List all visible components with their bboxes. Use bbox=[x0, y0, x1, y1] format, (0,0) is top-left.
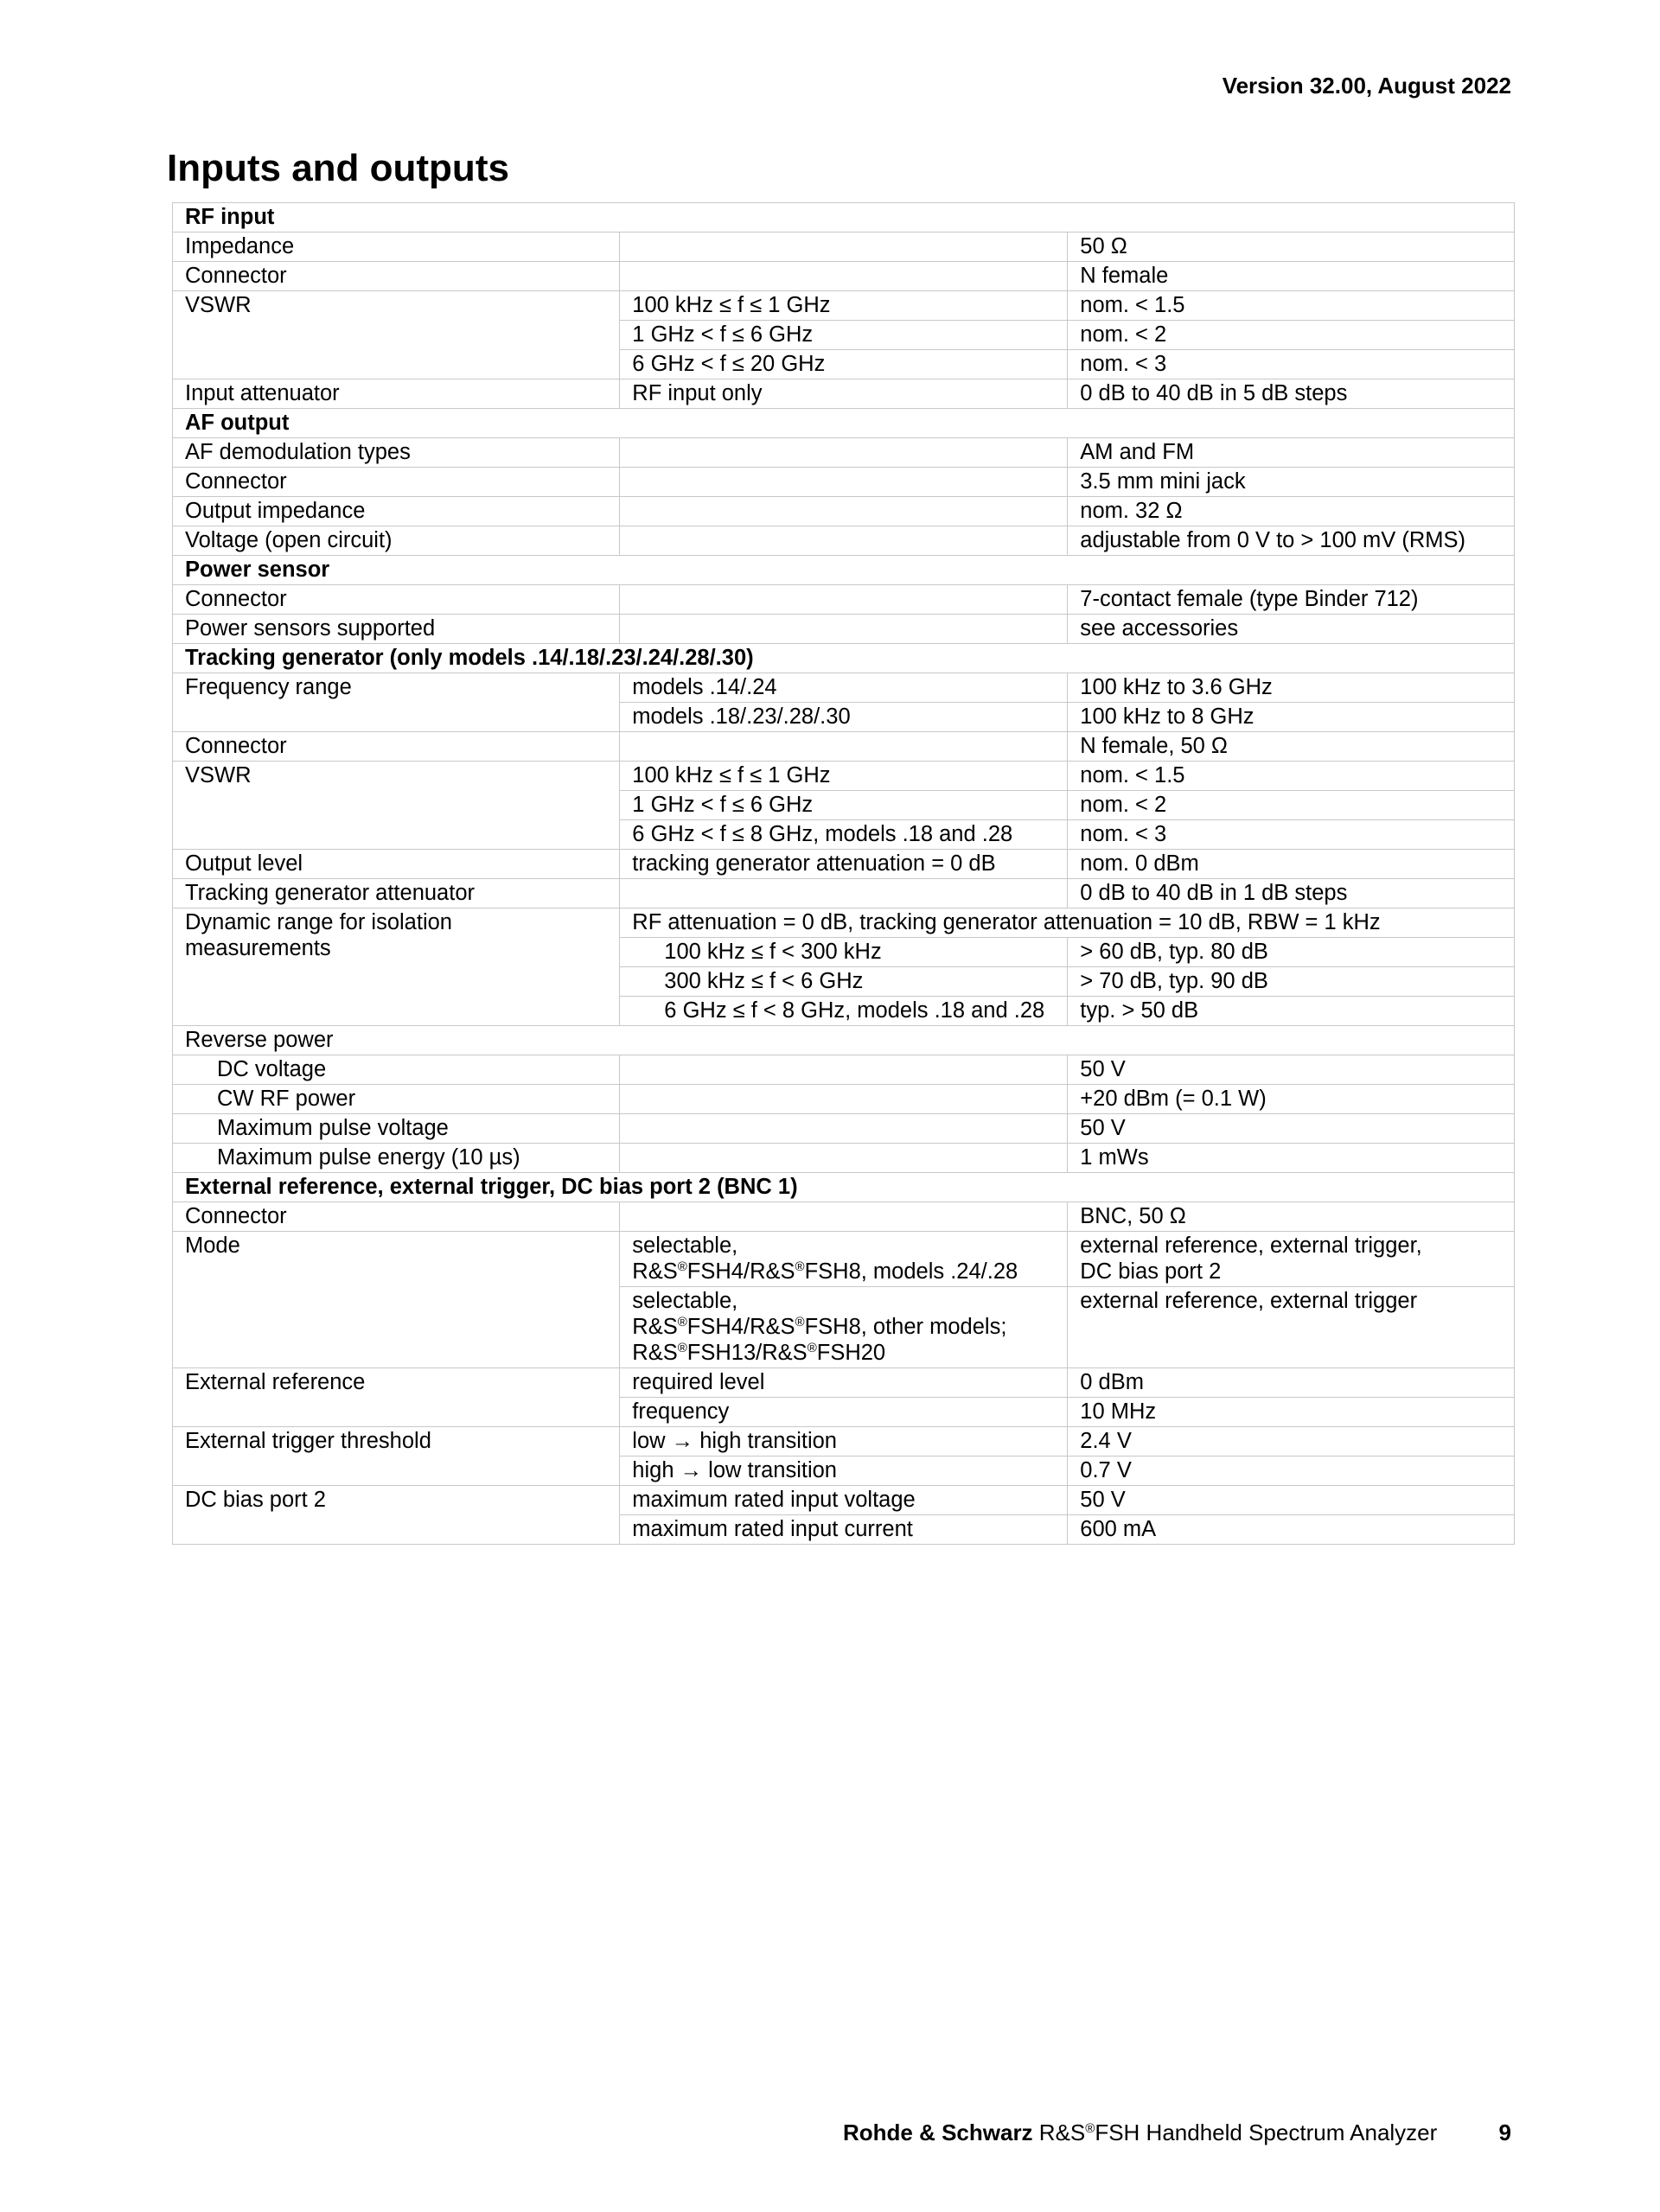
table-row bbox=[173, 1144, 1515, 1173]
condition-cell: 100 kHz ≤ f ≤ 1 GHz bbox=[620, 291, 1068, 321]
condition-cell bbox=[620, 732, 1068, 762]
condition-cell bbox=[620, 1202, 1068, 1232]
param-label-line: measurements bbox=[185, 936, 331, 960]
condition-cell bbox=[620, 1144, 1068, 1173]
param-label: Power sensors supported bbox=[173, 615, 620, 644]
section-heading: Tracking generator (only models .14/.18/.23/.24/.28/.30) bbox=[173, 644, 1515, 673]
value-cell: nom. < 1.5 bbox=[1068, 762, 1515, 791]
condition-cell: 6 GHz ≤ f < 8 GHz, models .18 and .28 bbox=[620, 997, 1068, 1026]
condition-cell: 1 GHz < f ≤ 6 GHz bbox=[620, 791, 1068, 820]
page-title: Inputs and outputs bbox=[167, 147, 509, 189]
param-label: DC bias port 2 bbox=[173, 1486, 620, 1545]
value-cell: nom. < 1.5 bbox=[1068, 291, 1515, 321]
section-row-external bbox=[173, 1173, 1515, 1202]
value-cell: nom. 0 dBm bbox=[1068, 850, 1515, 879]
condition-cell: 6 GHz < f ≤ 8 GHz, models .18 and .28 bbox=[620, 820, 1068, 850]
condition-cell bbox=[620, 233, 1068, 262]
footer-product bbox=[1039, 2120, 1438, 2145]
registered-mark: ® bbox=[795, 1259, 805, 1274]
param-label bbox=[173, 908, 620, 1026]
value-cell: N female, 50 Ω bbox=[1068, 732, 1515, 762]
registered-mark: ® bbox=[795, 1315, 805, 1329]
table-row bbox=[173, 497, 1515, 526]
param-label: Connector bbox=[173, 468, 620, 497]
table-row bbox=[173, 732, 1515, 762]
param-label: CW RF power bbox=[173, 1085, 620, 1114]
value-cell: 10 MHz bbox=[1068, 1398, 1515, 1427]
spec-table bbox=[172, 202, 1515, 1545]
value-cell bbox=[1068, 1232, 1515, 1287]
param-label: External reference bbox=[173, 1368, 620, 1427]
cond-line: R&S bbox=[632, 1315, 678, 1339]
value-cell: 0 dBm bbox=[1068, 1368, 1515, 1398]
condition-cell bbox=[620, 1055, 1068, 1085]
param-label: Connector bbox=[173, 262, 620, 291]
table-row bbox=[173, 1085, 1515, 1114]
condition-cell bbox=[620, 497, 1068, 526]
table-row bbox=[173, 468, 1515, 497]
value-cell: 100 kHz to 3.6 GHz bbox=[1068, 673, 1515, 703]
param-label: Reverse power bbox=[173, 1026, 1515, 1055]
param-label: Voltage (open circuit) bbox=[173, 526, 620, 556]
value-cell: > 70 dB, typ. 90 dB bbox=[1068, 967, 1515, 997]
registered-mark: ® bbox=[677, 1259, 687, 1274]
condition-cell bbox=[620, 879, 1068, 908]
value-cell: +20 dBm (= 0.1 W) bbox=[1068, 1085, 1515, 1114]
param-label: Input attenuator bbox=[173, 379, 620, 409]
param-label: Connector bbox=[173, 732, 620, 762]
value-cell: typ. > 50 dB bbox=[1068, 997, 1515, 1026]
cond-line: FSH4/R&S bbox=[686, 1315, 795, 1339]
value-cell: BNC, 50 Ω bbox=[1068, 1202, 1515, 1232]
cond-line: FSH8, models .24/.28 bbox=[804, 1259, 1018, 1284]
cond-line: FSH8, other models; bbox=[804, 1315, 1007, 1339]
section-row-af-output bbox=[173, 409, 1515, 438]
condition-cell bbox=[620, 1085, 1068, 1114]
value-cell: 0 dB to 40 dB in 5 dB steps bbox=[1068, 379, 1515, 409]
table-row bbox=[173, 1368, 1515, 1398]
param-label: Frequency range bbox=[173, 673, 620, 732]
condition-cell bbox=[620, 1114, 1068, 1144]
condition-cell: frequency bbox=[620, 1398, 1068, 1427]
value-cell: 3.5 mm mini jack bbox=[1068, 468, 1515, 497]
param-label: Tracking generator attenuator bbox=[173, 879, 620, 908]
value-cell: 600 mA bbox=[1068, 1515, 1515, 1545]
cond-line: R&S bbox=[632, 1341, 678, 1365]
value-cell: 50 Ω bbox=[1068, 233, 1515, 262]
condition-cell bbox=[620, 1232, 1068, 1287]
cond-line: FSH13/R&S bbox=[686, 1341, 808, 1365]
param-label: AF demodulation types bbox=[173, 438, 620, 468]
section-heading: Power sensor bbox=[173, 556, 1515, 585]
param-label: DC voltage bbox=[173, 1055, 620, 1085]
condition-cell: 100 kHz ≤ f < 300 kHz bbox=[620, 938, 1068, 967]
condition-cell: 100 kHz ≤ f ≤ 1 GHz bbox=[620, 762, 1068, 791]
value-cell: 50 V bbox=[1068, 1114, 1515, 1144]
value-cell: nom. < 3 bbox=[1068, 820, 1515, 850]
condition-cell: low → high transition bbox=[620, 1427, 1068, 1457]
table-row bbox=[173, 879, 1515, 908]
param-label: Impedance bbox=[173, 233, 620, 262]
value-line: DC bias port 2 bbox=[1080, 1259, 1222, 1284]
param-label: External trigger threshold bbox=[173, 1427, 620, 1486]
value-cell: AM and FM bbox=[1068, 438, 1515, 468]
section-heading: External reference, external trigger, DC bias port 2 (BNC 1) bbox=[173, 1173, 1515, 1202]
value-cell: adjustable from 0 V to > 100 mV (RMS) bbox=[1068, 526, 1515, 556]
value-cell: 0 dB to 40 dB in 1 dB steps bbox=[1068, 879, 1515, 908]
condition-cell: RF input only bbox=[620, 379, 1068, 409]
footer-product-prefix: R&S bbox=[1038, 2120, 1086, 2145]
table-row bbox=[173, 1114, 1515, 1144]
condition-cell bbox=[620, 262, 1068, 291]
condition-cell: models .14/.24 bbox=[620, 673, 1068, 703]
table-row bbox=[173, 615, 1515, 644]
page-footer bbox=[843, 2120, 1511, 2146]
table-row bbox=[173, 908, 1515, 938]
cond-line: selectable, bbox=[632, 1233, 738, 1258]
param-label: Maximum pulse voltage bbox=[173, 1114, 620, 1144]
condition-cell bbox=[620, 526, 1068, 556]
table-row bbox=[173, 762, 1515, 791]
condition-cell bbox=[620, 1287, 1068, 1368]
section-row-rf-input bbox=[173, 203, 1515, 233]
table-row bbox=[173, 585, 1515, 615]
value-line: external reference, external trigger, bbox=[1080, 1233, 1422, 1258]
table-row bbox=[173, 1486, 1515, 1515]
condition-cell bbox=[620, 615, 1068, 644]
table-row bbox=[173, 379, 1515, 409]
table-row bbox=[173, 438, 1515, 468]
condition-cell: RF attenuation = 0 dB, tracking generator attenuation = 10 dB, RBW = 1 kHz bbox=[620, 908, 1515, 938]
registered-mark: ® bbox=[807, 1341, 817, 1355]
condition-cell: maximum rated input current bbox=[620, 1515, 1068, 1545]
value-cell: 50 V bbox=[1068, 1486, 1515, 1515]
value-cell: nom. < 3 bbox=[1068, 350, 1515, 379]
section-row-power-sensor bbox=[173, 556, 1515, 585]
condition-cell bbox=[620, 585, 1068, 615]
value-cell: nom. 32 Ω bbox=[1068, 497, 1515, 526]
condition-cell: 1 GHz < f ≤ 6 GHz bbox=[620, 321, 1068, 350]
param-label: Output level bbox=[173, 850, 620, 879]
section-heading: AF output bbox=[173, 409, 1515, 438]
param-label: Connector bbox=[173, 1202, 620, 1232]
param-label: VSWR bbox=[173, 762, 620, 850]
section-heading: RF input bbox=[173, 203, 1515, 233]
table-row bbox=[173, 262, 1515, 291]
value-cell: 50 V bbox=[1068, 1055, 1515, 1085]
value-cell: 1 mWs bbox=[1068, 1144, 1515, 1173]
page-number: 9 bbox=[1498, 2120, 1511, 2145]
condition-cell: 300 kHz ≤ f < 6 GHz bbox=[620, 967, 1068, 997]
cond-line: selectable, bbox=[632, 1289, 738, 1313]
param-label: Output impedance bbox=[173, 497, 620, 526]
table-row bbox=[173, 1055, 1515, 1085]
condition-cell: high → low transition bbox=[620, 1457, 1068, 1486]
table-row bbox=[173, 673, 1515, 703]
param-label: Mode bbox=[173, 1232, 620, 1368]
registered-mark: ® bbox=[677, 1315, 687, 1329]
condition-cell: models .18/.23/.28/.30 bbox=[620, 703, 1068, 732]
table-row bbox=[173, 233, 1515, 262]
footer-product-name: FSH Handheld Spectrum Analyzer bbox=[1095, 2120, 1438, 2145]
param-label: Maximum pulse energy (10 µs) bbox=[173, 1144, 620, 1173]
condition-cell: required level bbox=[620, 1368, 1068, 1398]
table-row bbox=[173, 850, 1515, 879]
table-row bbox=[173, 1427, 1515, 1457]
table-row bbox=[173, 526, 1515, 556]
table-row bbox=[173, 291, 1515, 321]
value-cell: 2.4 V bbox=[1068, 1427, 1515, 1457]
condition-cell bbox=[620, 468, 1068, 497]
cond-line: FSH20 bbox=[816, 1341, 886, 1365]
param-label: VSWR bbox=[173, 291, 620, 379]
table-row bbox=[173, 1232, 1515, 1287]
value-cell: nom. < 2 bbox=[1068, 791, 1515, 820]
table-row bbox=[173, 1026, 1515, 1055]
registered-mark: ® bbox=[677, 1341, 687, 1355]
cond-line: R&S bbox=[632, 1259, 678, 1284]
table-row bbox=[173, 1202, 1515, 1232]
registered-mark: ® bbox=[1085, 2121, 1095, 2136]
footer-company: Rohde & Schwarz bbox=[842, 2120, 1033, 2145]
section-row-tracking-generator bbox=[173, 644, 1515, 673]
value-cell: 7-contact female (type Binder 712) bbox=[1068, 585, 1515, 615]
param-label-line: Dynamic range for isolation bbox=[185, 910, 452, 934]
condition-cell bbox=[620, 438, 1068, 468]
value-cell: > 60 dB, typ. 80 dB bbox=[1068, 938, 1515, 967]
document-version: Version 32.00, August 2022 bbox=[1222, 73, 1511, 99]
value-cell: nom. < 2 bbox=[1068, 321, 1515, 350]
value-cell: see accessories bbox=[1068, 615, 1515, 644]
value-cell: 0.7 V bbox=[1068, 1457, 1515, 1486]
condition-cell: tracking generator attenuation = 0 dB bbox=[620, 850, 1068, 879]
cond-line: FSH4/R&S bbox=[686, 1259, 795, 1284]
param-label: Connector bbox=[173, 585, 620, 615]
value-cell: external reference, external trigger bbox=[1068, 1287, 1515, 1368]
value-cell: 100 kHz to 8 GHz bbox=[1068, 703, 1515, 732]
condition-cell: maximum rated input voltage bbox=[620, 1486, 1068, 1515]
value-cell: N female bbox=[1068, 262, 1515, 291]
condition-cell: 6 GHz < f ≤ 20 GHz bbox=[620, 350, 1068, 379]
